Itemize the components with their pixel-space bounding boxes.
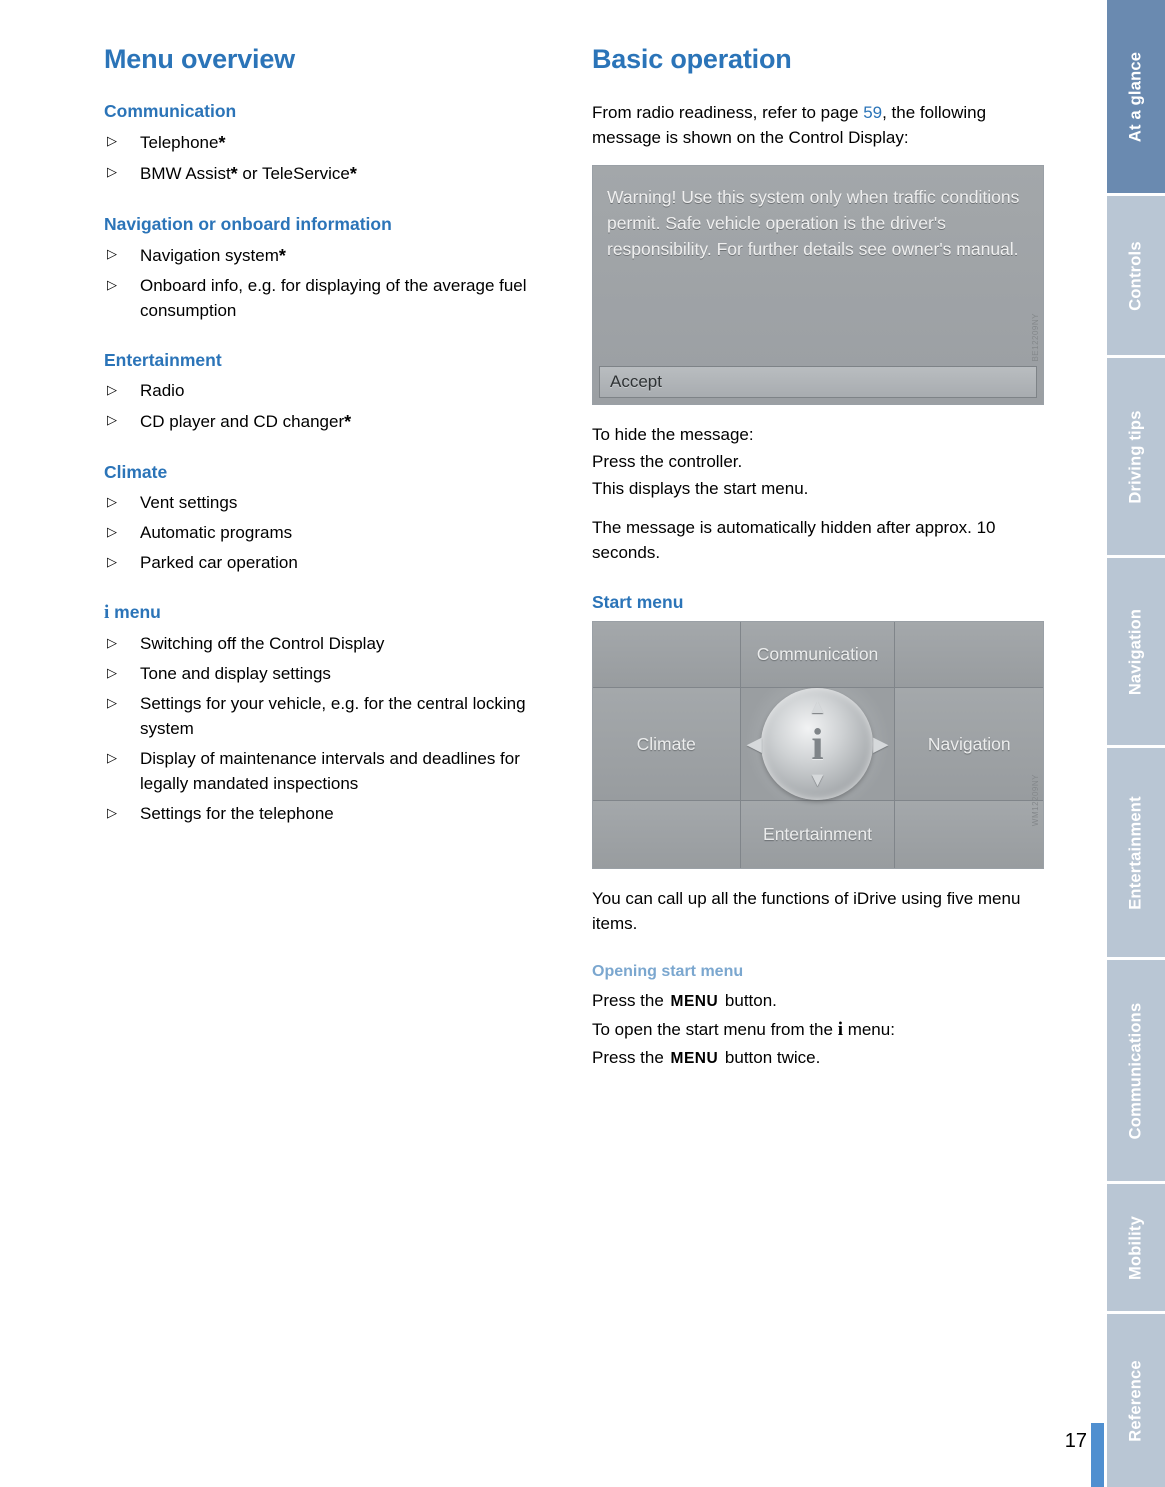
page-reference-link[interactable]: 59 <box>863 103 883 122</box>
accept-button[interactable] <box>599 366 1037 398</box>
right-column <box>592 44 1047 1085</box>
start-menu-paragraph: You can call up all the functions of iDrive using five menu items. <box>592 888 1021 933</box>
page-edge-marker <box>1091 1423 1104 1487</box>
arrow-left-icon: ◀ <box>746 733 762 756</box>
triangle-bullet-icon: ▷ <box>107 245 117 261</box>
grid-cell-empty-top-right <box>895 622 1043 689</box>
list-item <box>104 409 559 435</box>
hide-line-2: Press the controller. <box>592 451 743 471</box>
start-menu-screenshot <box>592 621 1044 869</box>
sidebar-item-navigation[interactable] <box>1104 558 1165 748</box>
footnote-asterisk-icon: * <box>218 133 226 153</box>
list-item-label-2: or TeleService <box>237 164 350 184</box>
list-item-label: CD player and CD changer <box>140 412 345 432</box>
list-item-label: Settings for the telephone <box>140 803 334 823</box>
list-item-label: BMW Assist <box>140 164 231 184</box>
sidebar-item-label: At a glance <box>1126 51 1145 142</box>
list-item-label: Vent settings <box>140 492 238 512</box>
section-heading-i-menu <box>104 602 559 624</box>
side-tab-rail <box>1104 0 1165 1487</box>
grid-cell-empty-bottom-right <box>895 801 1043 868</box>
list-climate <box>104 491 559 576</box>
list-item-label: Radio <box>140 381 185 401</box>
image-code: BE12209NY <box>1031 313 1040 362</box>
list-item-label: Telephone <box>140 133 219 152</box>
info-i-icon: i <box>104 601 110 623</box>
opening-line-3 <box>592 1046 1047 1071</box>
section-heading-opening-start-menu: Opening start menu <box>592 962 744 980</box>
section-title-basic-operation: Basic operation <box>592 44 792 74</box>
grid-cell-climate[interactable]: Climate <box>593 688 741 801</box>
opening-line-2-after: menu: <box>842 1019 895 1039</box>
triangle-bullet-icon: ▷ <box>107 553 117 569</box>
list-item-label: Parked car operation <box>140 552 298 572</box>
image-code: WM12209NY <box>1031 773 1040 826</box>
list-communication <box>104 130 559 188</box>
triangle-bullet-icon: ▷ <box>107 133 117 148</box>
list-item <box>104 130 559 156</box>
list-item <box>104 379 559 404</box>
sidebar-item-label: Reference <box>1126 1359 1145 1442</box>
sidebar-item-label: Communications <box>1126 1002 1145 1139</box>
section-heading-start-menu: Start menu <box>592 591 684 612</box>
triangle-bullet-icon: ▷ <box>107 664 117 680</box>
list-i-menu <box>104 632 559 827</box>
list-item <box>104 632 559 657</box>
page-title: Menu overview <box>104 44 295 74</box>
list-navigation <box>104 243 559 324</box>
list-item-label: Navigation system <box>140 245 279 265</box>
sidebar-item-reference[interactable] <box>1104 1314 1165 1487</box>
grid-cell-entertainment[interactable]: Entertainment <box>741 801 896 868</box>
sidebar-item-mobility[interactable] <box>1104 1184 1165 1314</box>
list-item <box>104 662 559 687</box>
grid-cell-controller[interactable] <box>741 688 896 801</box>
list-item-label: Onboard info, e.g. for displaying of the average fuel consumption <box>140 276 527 321</box>
footnote-asterisk-icon: * <box>278 245 286 266</box>
hide-line-3: This displays the start menu. <box>592 478 809 498</box>
section-heading-communication: Communication <box>104 101 237 121</box>
list-item <box>104 274 559 324</box>
sidebar-item-driving-tips[interactable] <box>1104 358 1165 558</box>
list-item-label: Tone and display settings <box>140 663 331 683</box>
list-item <box>104 802 559 827</box>
opening-line-1 <box>592 989 1047 1014</box>
triangle-bullet-icon: ▷ <box>107 412 117 428</box>
opening-line-3-before: Press the <box>592 1047 669 1067</box>
triangle-bullet-icon: ▷ <box>107 277 117 293</box>
section-heading-i-menu-label: menu <box>114 601 161 622</box>
triangle-bullet-icon: ▷ <box>107 382 117 398</box>
list-item-label: Switching off the Control Display <box>140 633 385 653</box>
opening-line-2-before: To open the start menu from the <box>592 1019 838 1039</box>
list-item-label: Display of maintenance intervals and deadlines for legally mandated inspections <box>140 748 520 793</box>
list-item-label: Automatic programs <box>140 522 293 542</box>
warning-message: Warning! Use this system only when traffic conditions permit. Safe vehicle operation is the driver's responsibility. For further details see owner's manual. <box>607 186 1020 260</box>
triangle-bullet-icon: ▷ <box>107 493 117 509</box>
triangle-bullet-icon: ▷ <box>107 749 117 765</box>
list-item <box>104 491 559 516</box>
list-item <box>104 243 559 269</box>
page-number: 17 <box>1064 1430 1087 1452</box>
arrow-up-icon: ▲ <box>807 696 828 719</box>
hide-line-1: To hide the message: <box>592 424 754 444</box>
grid-cell-empty-bottom-left <box>593 801 741 868</box>
accept-button-label: Accept <box>610 371 662 391</box>
list-item-label: Settings for your vehicle, e.g. for the central locking system <box>140 693 526 738</box>
opening-line-1-after: button. <box>720 990 777 1010</box>
list-item <box>104 551 559 576</box>
sidebar-item-label: Mobility <box>1126 1215 1145 1280</box>
intro-paragraph <box>592 101 1047 151</box>
grid-cell-navigation[interactable]: Navigation <box>895 688 1043 801</box>
section-heading-climate: Climate <box>104 461 168 482</box>
list-entertainment <box>104 379 559 435</box>
list-item <box>104 521 559 546</box>
left-column <box>104 44 559 832</box>
triangle-bullet-icon: ▷ <box>107 523 117 539</box>
triangle-bullet-icon: ▷ <box>107 694 117 710</box>
list-item <box>104 161 559 187</box>
sidebar-item-label: Navigation <box>1126 608 1145 695</box>
opening-line-3-after: button twice. <box>720 1047 821 1067</box>
sidebar-item-at-a-glance[interactable] <box>1104 0 1165 196</box>
footnote-asterisk-icon: * <box>349 164 357 185</box>
opening-line-1-before: Press the <box>592 990 669 1010</box>
sidebar-item-label: Controls <box>1126 240 1145 311</box>
auto-hide-paragraph: The message is automatically hidden after approx. 10 seconds. <box>592 517 996 562</box>
warning-screenshot <box>592 165 1044 405</box>
arrow-down-icon: ▼ <box>807 769 828 792</box>
triangle-bullet-icon: ▷ <box>107 804 117 820</box>
menu-button-key: MENU <box>670 1049 719 1067</box>
list-item <box>104 747 559 797</box>
triangle-bullet-icon: ▷ <box>107 634 117 650</box>
info-i-icon: i <box>811 719 824 769</box>
footnote-asterisk-icon: * <box>344 412 352 433</box>
sidebar-item-entertainment[interactable] <box>1104 748 1165 960</box>
triangle-bullet-icon: ▷ <box>107 164 117 180</box>
footnote-asterisk-icon: * <box>230 164 238 185</box>
arrow-right-icon: ▶ <box>873 733 889 756</box>
sidebar-item-controls[interactable] <box>1104 196 1165 358</box>
intro-text-part1: From radio readiness, refer to page <box>592 103 864 122</box>
section-heading-navigation: Navigation or onboard information <box>104 213 392 234</box>
menu-button-key: MENU <box>670 992 719 1010</box>
sidebar-item-communications[interactable] <box>1104 960 1165 1184</box>
sidebar-item-label: Entertainment <box>1126 795 1145 910</box>
grid-cell-empty-top-left <box>593 622 741 689</box>
grid-cell-communication[interactable]: Communication <box>741 622 896 689</box>
section-heading-entertainment: Entertainment <box>104 350 222 371</box>
list-item <box>104 692 559 742</box>
info-i-icon: i <box>837 1018 843 1040</box>
intro-text-part2: , the following message is shown on the Control Display: <box>592 103 987 147</box>
sidebar-item-label: Driving tips <box>1126 409 1145 504</box>
opening-line-2 <box>592 1016 1047 1044</box>
start-menu-grid <box>593 622 1043 868</box>
